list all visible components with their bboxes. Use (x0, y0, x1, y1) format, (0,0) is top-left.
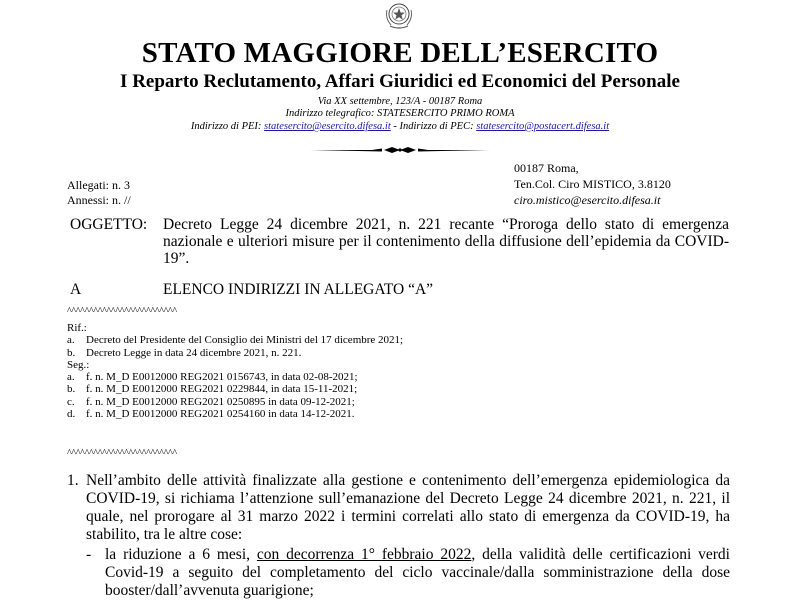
telegraphic-address: Indirizzo telegrafico: STATESERCITO PRIMO ROMA (285, 108, 515, 119)
postal-address: Via XX settembre, 123/A - 00187 Roma (317, 96, 483, 107)
paragraph-number: 1. (67, 472, 79, 489)
references-block (67, 322, 403, 420)
rif-item (67, 347, 403, 359)
document-title: STATO MAGGIORE DELL’ESERCITO (141, 37, 659, 69)
pec-email-link[interactable]: statesercito@postacert.difesa.it (476, 121, 610, 132)
paragraph-1 (67, 472, 730, 544)
seg-item (67, 408, 403, 420)
seg-key: c. (67, 395, 75, 408)
separator-top: ^^^^^^^^^^^^^^^^^^^^^^^^^ (67, 306, 177, 317)
attachments-count: Allegati: n. 3 (67, 178, 130, 192)
bullet-text-post: , della validità delle certificazioni verdi Covid-19 a seguito del completamento del ciclo vaccinale/dalla somministrazione della dose booster/dall’avvenuta guarigione; (105, 546, 730, 599)
annexes-count: Annessi: n. // (67, 193, 131, 207)
recipient-label: A (70, 281, 82, 298)
sender-officer: Ten.Col. Ciro MISTICO, 3.8120 (514, 177, 671, 191)
seg-text: f. n. M_D E0012000 REG2021 0254160 in data 14-12-2021. (86, 408, 355, 421)
bullet-text-underlined: con decorrenza 1° febbraio 2022 (256, 546, 472, 563)
bullet-text-pre: la riduzione a 6 mesi, (105, 546, 257, 563)
recipient-text: ELENCO INDIRIZZI IN ALLEGATO “A” (163, 281, 434, 298)
bullet-text (105, 546, 730, 600)
pei-label: Indirizzo di PEI: (190, 121, 265, 132)
seg-label: Seg.: (67, 358, 90, 371)
republic-emblem-icon (382, 0, 416, 30)
seg-item (67, 371, 403, 383)
subject-text: Decreto Legge 24 dicembre 2021, n. 221 recante “Proroga dello stato di emergenza nazionale e ulteriori misure per il contenimento della diffusione dell’epidemia da COVID-19”. (163, 216, 729, 267)
seg-text: f. n. M_D E0012000 REG2021 0250895 in data 09-12-2021; (86, 395, 355, 408)
paragraph-text: Nell’ambito delle attività finalizzate alla gestione e contenimento dell’emergenza epidemiologica da COVID-19, si richiama l’attenzione sull’emanazione del Decreto Legge 24 dicembre 2021, n. 221, il quale, nel prorogare al 31 marzo 2022 i termini correlati allo stato di emergenza da COVID-19, ha stabilito, tra le altre cose: (86, 472, 730, 543)
bullet-item (86, 546, 730, 600)
rif-key: a. (67, 334, 75, 347)
divider-ornament (310, 145, 490, 155)
sender-email: ciro.mistico@esercito.difesa.it (514, 193, 661, 207)
seg-text: f. n. M_D E0012000 REG2021 0156743, in data 02-08-2021; (86, 371, 358, 384)
rif-text: Decreto Legge in data 24 dicembre 2021, n. 221. (86, 346, 302, 359)
seg-item (67, 383, 403, 395)
rif-text: Decreto del Presidente del Consiglio dei Ministri del 17 dicembre 2021; (86, 334, 404, 347)
department-subtitle: I Reparto Reclutamento, Affari Giuridici ed Economici del Personale (120, 71, 680, 92)
rif-item (67, 334, 403, 346)
seg-item (67, 396, 403, 408)
pec-label: - Indirizzo di PEC: (390, 121, 477, 132)
seg-key: a. (67, 371, 75, 384)
sender-city: 00187 Roma, (514, 161, 579, 175)
email-addresses (0, 121, 800, 133)
subject-label: OGGETTO: (70, 216, 148, 233)
seg-text: f. n. M_D E0012000 REG2021 0229844, in data 15-11-2021; (86, 383, 358, 396)
rif-label: Rif.: (67, 322, 87, 334)
separator-bottom: ^^^^^^^^^^^^^^^^^^^^^^^^^ (67, 448, 177, 459)
bullet-dash: - (86, 546, 92, 563)
seg-key: b. (67, 383, 76, 396)
pei-email-link[interactable]: statesercito@esercito.difesa.it (264, 121, 391, 132)
seg-key: d. (67, 408, 76, 421)
rif-key: b. (67, 346, 76, 359)
